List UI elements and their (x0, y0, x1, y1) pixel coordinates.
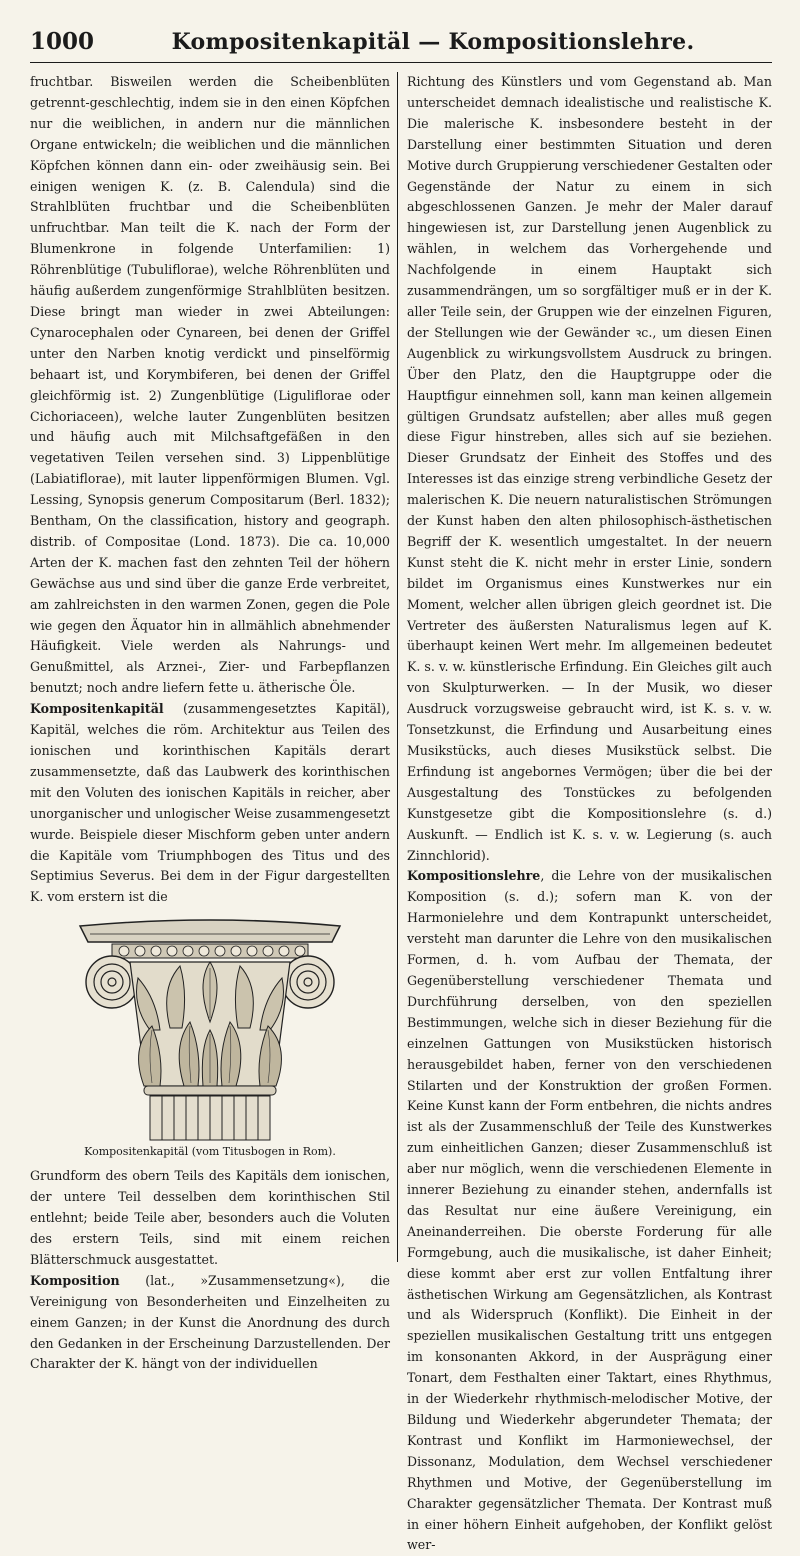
capital-figure (30, 918, 390, 1160)
paragraph-kompositen-continued: fruchtbar. Bisweilen werden die Scheibenblüten getrennt-geschlechtig, indem sie in den einen Köpfchen nur die weiblichen, in andern nur die männlichen Organe entwickeln; die weiblichen und die männlichen Köpfchen können dann ein- oder zweihäusig sein. Bei einigen wenigen K. (z. B. Calendula) sind die Strahlblüten fruchtbar und die Scheibenblüten unfruchtbar. Man teilt die K. nach der Form der Blumenkrone in folgende Unterfamilien: 1) Röhrenblütige (Tubuliflorae), welche Röhrenblüten und häufig außerdem zungenförmige Strahlblüten besitzen. Diese bringt man wieder in zwei Abteilungen: Cynarocephalen oder Cynareen, bei denen der Griffel unter den Narben knotig verdickt und pinselförmig behaart ist, und Korymbiferen, bei denen der Griffel gleichförmig ist. 2) Zungenblütige (Liguliflorae oder Cichoriaceen), welche lauter Zungenblüten besitzen und häufig auch mit Milchsaftgefäßen in den vegetativen Teilen versehen sind. 3) Lippenblütige (Labiatiflorae), mit lauter lippenförmigen Blumen. Vgl. Lessing, Synopsis generum Compositarum (Berl. 1832); Bentham, On the classification, history and geograph. distrib. of Compositae (Lond. 1873). Die ca. 10,000 Arten der K. machen fast den zehnten Teil der höhern Gewächse aus und sind über die ganze Erde verbreitet, am zahlreichsten in den warmen Zonen, gegen die Pole wie gegen den Äquator hin in allmählich abnehmender Häufigkeit. Viele werden als Nahrungs- und Genußmittel, als Arznei-, Zier- und Farbepflanzen benutzt; noch andre liefern fette u. ätherische Öle. (30, 74, 390, 696)
column-divider (397, 72, 398, 1262)
composite-capital-illustration (60, 918, 360, 1140)
entry-kompositenkapital (30, 699, 390, 908)
entry-body: (zusammengesetztes Kapitäl), Kapitäl, welches die röm. Architektur aus Teilen des ionischen und korinthischen Kapitäls derart zusammensetzte, daß das Laubwerk des korinthischen mit den Voluten des ionischen Kapitäls in reicher, aber unorganischer und unlogischer Weise zusammengesetzt wurde. Beispiele dieser Mischform geben unter andern die Kapitäle vom Triumphbogen des Titus und des Septimius Severus. Bei dem in der Figur dargestellten K. vom erstern ist die (30, 701, 390, 905)
paragraph-capital-description: Grundform des obern Teils des Kapitäls dem ionischen, der untere Teil desselben dem korinthischen Stil entlehnt; beide Teile aber, besonders auch die Voluten des erstern Teils, sind mit einem reichen Blätterschmuck ausgestattet. (30, 1168, 390, 1267)
entry-body: , die Lehre von der musikalischen Komposition (s. d.); sofern man K. von der Harmonielehre und dem Kontrapunkt unterscheidet, versteht man darunter die Lehre von den musikalischen Formen, d. h. vom Aufbau der Themata, der Gegenüberstellung verschiedener Themata und Durchführung derselben, von den speziellen Bestimmungen, welche sich in dieser Beziehung für die einzelnen Gattungen von Musikstücken historisch herausgebildet haben, ferner von den verschiedenen Stilarten und der Konstruktion der großen Formen. Keine Kunst kann der Form entbehren, die nichts andres ist als der Zusammenschluß der Teile des Kunstwerkes zum einheitlichen Ganzen; dieser Zusammenschluß ist aber nur möglich, wenn die verschiedenen Elemente in innerer Beziehung zu einander stehen, andernfalls ist das Resultat nur eine äußere Vereinigung, ein Aneinanderreihen. Die oberste Forderung für alle Formgebung, auch die musikalische, ist daher Einheit; diese kommt aber erst zur vollen Entfaltung ihrer ästhetischen Wirkung am Gegensätzlichen, als Kontrast und als Widerspruch (Konflikt). Die Einheit in der speziellen musikalischen Gestaltung tritt uns entgegen im konsonanten Akkord, in der Ausprägung einer Tonart, dem Festhalten einer Taktart, eines Rhythmus, in der Wiederkehr rhythmisch-melodischer Motive, der Bildung und Wiederkehr abgerundeter Themata; der Kontrast und Konflikt im Harmoniewechsel, der Dissonanz, Modulation, dem Wechsel verschiedener Rhythmen und Motive, der Gegenüberstellung im Charakter gegensätzlicher Themata. Der Kontrast muß in einer höhern Einheit aufgehoben, der Konflikt gelöst wer- (407, 868, 772, 1553)
entry-headword: Komposition (30, 1272, 120, 1288)
page-number: 1000 (30, 28, 95, 55)
right-column (407, 72, 772, 1553)
left-column (30, 72, 390, 1372)
entry-kompositionslehre (407, 866, 772, 1556)
page-header (30, 28, 772, 63)
figure-caption: Kompositenkapitäl (vom Titusbogen in Rom). (84, 1145, 336, 1159)
paragraph-komposition-continued: Richtung des Künstlers und vom Gegenstand ab. Man unterscheidet demnach idealistische und realistische K. Die malerische K. insbesondere besteht in der Darstellung einer bestimmten Situation und deren Motive durch Gruppierung verschiedener Gestalten oder Gegenstände der Natur zu einem in sich abgeschlossenen Ganzen. Je mehr der Maler darauf hingewiesen ist, zur Darstellung jenen Augenblick zu wählen, in welchem das Vorhergehende und Nachfolgende in einem Hauptakt sich zusammendrängen, um so sorgfältiger muß er in der K. aller Teile sein, der Gruppen wie der einzelnen Figuren, der Stellungen wie der Gewänder ꝛc., um diesen Einen Augenblick zu wirkungsvollstem Ausdruck zu bringen. Über den Platz, den die Hauptgruppe oder die Hauptfigur einnehmen soll, kann man keinen allgemein gültigen Grundsatz aufstellen; aber alles muß gegen diese Figur hinstreben, alles sich auf sie beziehen. Dieser Grundsatz der Einheit des Stoffes und des Interesses ist das einzige streng verbindliche Gesetz der malerischen K. Die neuern naturalistischen Strömungen der Kunst haben den alten philosophisch-ästhetischen Begriff der K. wesentlich umgestaltet. In der neuern Kunst steht die K. nicht mehr in erster Linie, sondern bildet im Organismus eines Kunstwerkes nur ein Moment, welcher allen übrigen gleich geordnet ist. Die Vertreter des äußersten Naturalismus legen auf K. überhaupt keinen Wert mehr. Im allgemeinen bedeutet K. s. v. w. künstlerische Erfindung. Ein Gleiches gilt auch von Skulpturwerken. — In der Musik, wo dieser Ausdruck vorzugsweise gebraucht wird, ist K. s. v. w. Tonsetzkunst, die Erfindung und Ausarbeitung eines Musikstücks, auch dieses Musikstück selbst. Die Erfindung ist angebornes Vermögen; über die bei der Ausgestaltung des Tonstückes zu befolgenden Kunstgesetze gibt die Kompositionslehre (s. d.) Auskunft. — Endlich ist K. s. v. w. Legierung (s. auch Zinnchlorid). (407, 74, 772, 863)
running-head: Kompositenkapitäl — Kompositionslehre. (171, 29, 695, 55)
entry-headword: Kompositenkapitäl (30, 701, 164, 717)
entry-komposition (30, 1271, 390, 1376)
entry-body: (lat., »Zusammensetzung«), die Vereinigung von Besonderheiten und Einzelheiten zu einem Ganzen; in der Kunst die Anordnung des durch den Gedanken in der Erscheinung Darzustellenden. Der Charakter der K. hängt von der individuellen (30, 1272, 390, 1372)
entry-headword: Kompositionslehre (407, 868, 541, 884)
